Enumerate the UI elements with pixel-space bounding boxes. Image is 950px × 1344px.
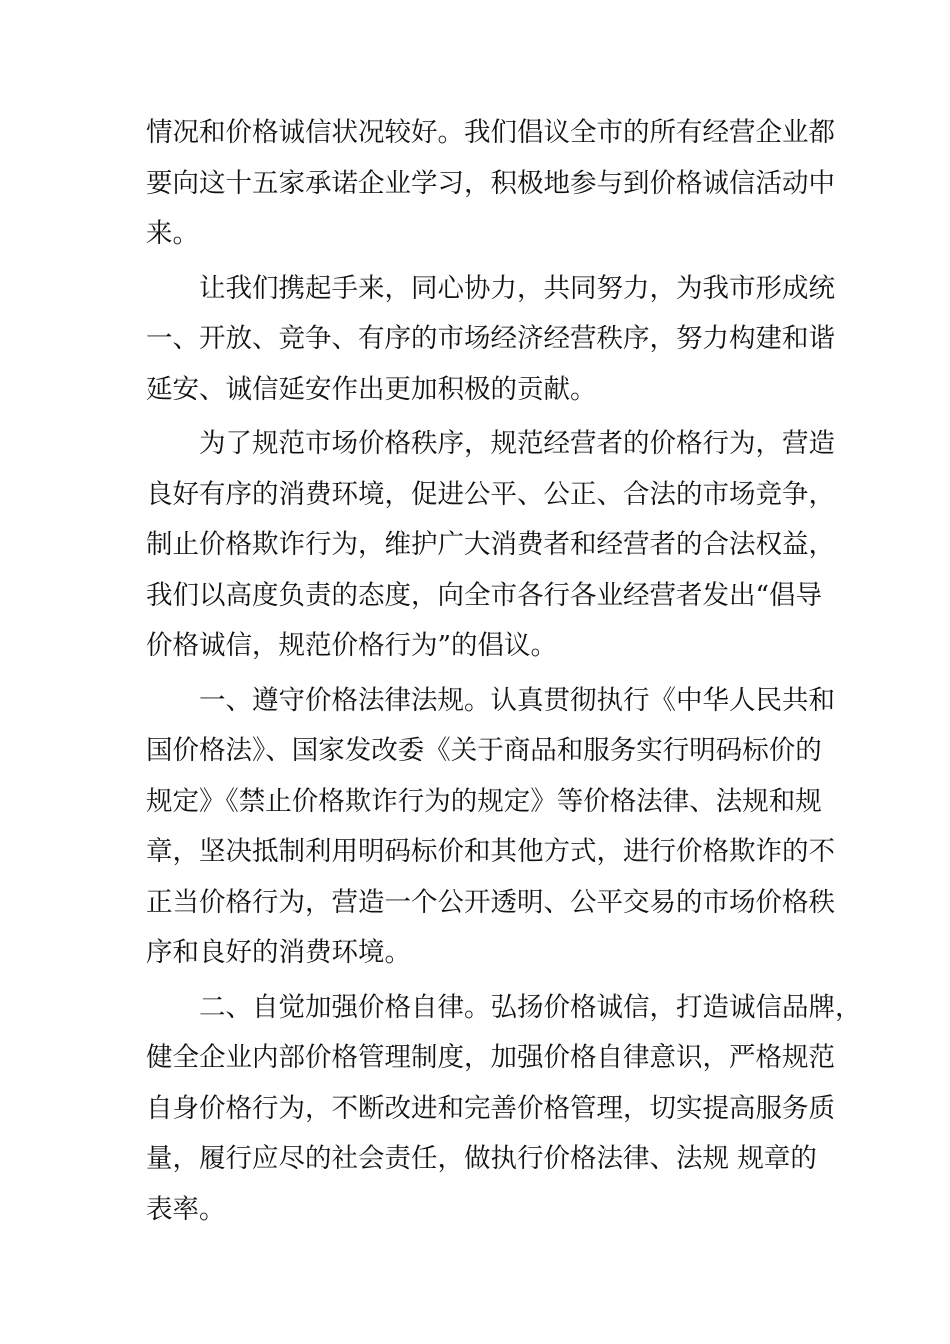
document-body [146, 108, 862, 1235]
text-line: 良好有序的消费环境，促进公平、公正、合法的市场竞争， [146, 478, 835, 510]
text-line: 正当价格行为，营造一个公开透明、公平交易的市场价格秩 [146, 886, 835, 918]
text-line: 要向这十五家承诺企业学习，积极地参与到价格诚信活动中 [146, 167, 835, 199]
text-line: 我们以高度负责的态度，向全市各行各业经营者发出“倡导 [146, 579, 823, 611]
paragraph [146, 108, 835, 260]
paragraph [146, 983, 862, 1236]
text-line: 制止价格欺诈行为，维护广大消费者和经营者的合法权益， [146, 529, 835, 560]
text-line: 一、开放、竞争、有序的市场经济经营秩序，努力构建和谐 [146, 323, 835, 354]
text-line: 延安、诚信延安作出更加积极的贡献。 [146, 373, 597, 405]
text-line: 国价格法》、国家发改委《关于商品和服务实行明码标价的 [146, 735, 822, 766]
text-line: 表率。 [146, 1193, 226, 1225]
text-line: 价格诚信，规范价格行为”的倡议。 [146, 630, 558, 661]
paragraph [146, 419, 835, 672]
text-line: 自身价格行为，不断改进和完善价格管理，切实提高服务质 [146, 1092, 835, 1124]
text-line: 规定》《禁止价格欺诈行为的规定》等价格法律、法规和规 [146, 785, 822, 817]
text-line: 情况和价格诚信状况较好。我们倡议全市的所有经营企业都 [146, 117, 835, 148]
text-line: 为了规范市场价格秩序，规范经营者的价格行为，营造 [199, 428, 835, 459]
text-line: 二、自觉加强价格自律。弘扬价格诚信，打造诚信品牌， [199, 991, 862, 1023]
text-line: 章，坚决抵制利用明码标价和其他方式，进行价格欺诈的不 [146, 836, 835, 867]
text-line: 量，履行应尽的社会责任，做执行价格法律、法规 规章的 [146, 1143, 817, 1174]
paragraph [146, 264, 835, 416]
text-line: 一、遵守价格法律法规。认真贯彻执行《中华人民共和 [199, 684, 835, 716]
paragraph [146, 676, 835, 979]
text-line: 健全企业内部价格管理制度，加强价格自律意识，严格规范 [146, 1042, 835, 1073]
text-line: 来。 [146, 218, 199, 249]
text-line: 让我们携起手来，同心协力，共同努力，为我市形成统 [199, 272, 835, 304]
text-line: 序和良好的消费环境。 [146, 937, 411, 968]
